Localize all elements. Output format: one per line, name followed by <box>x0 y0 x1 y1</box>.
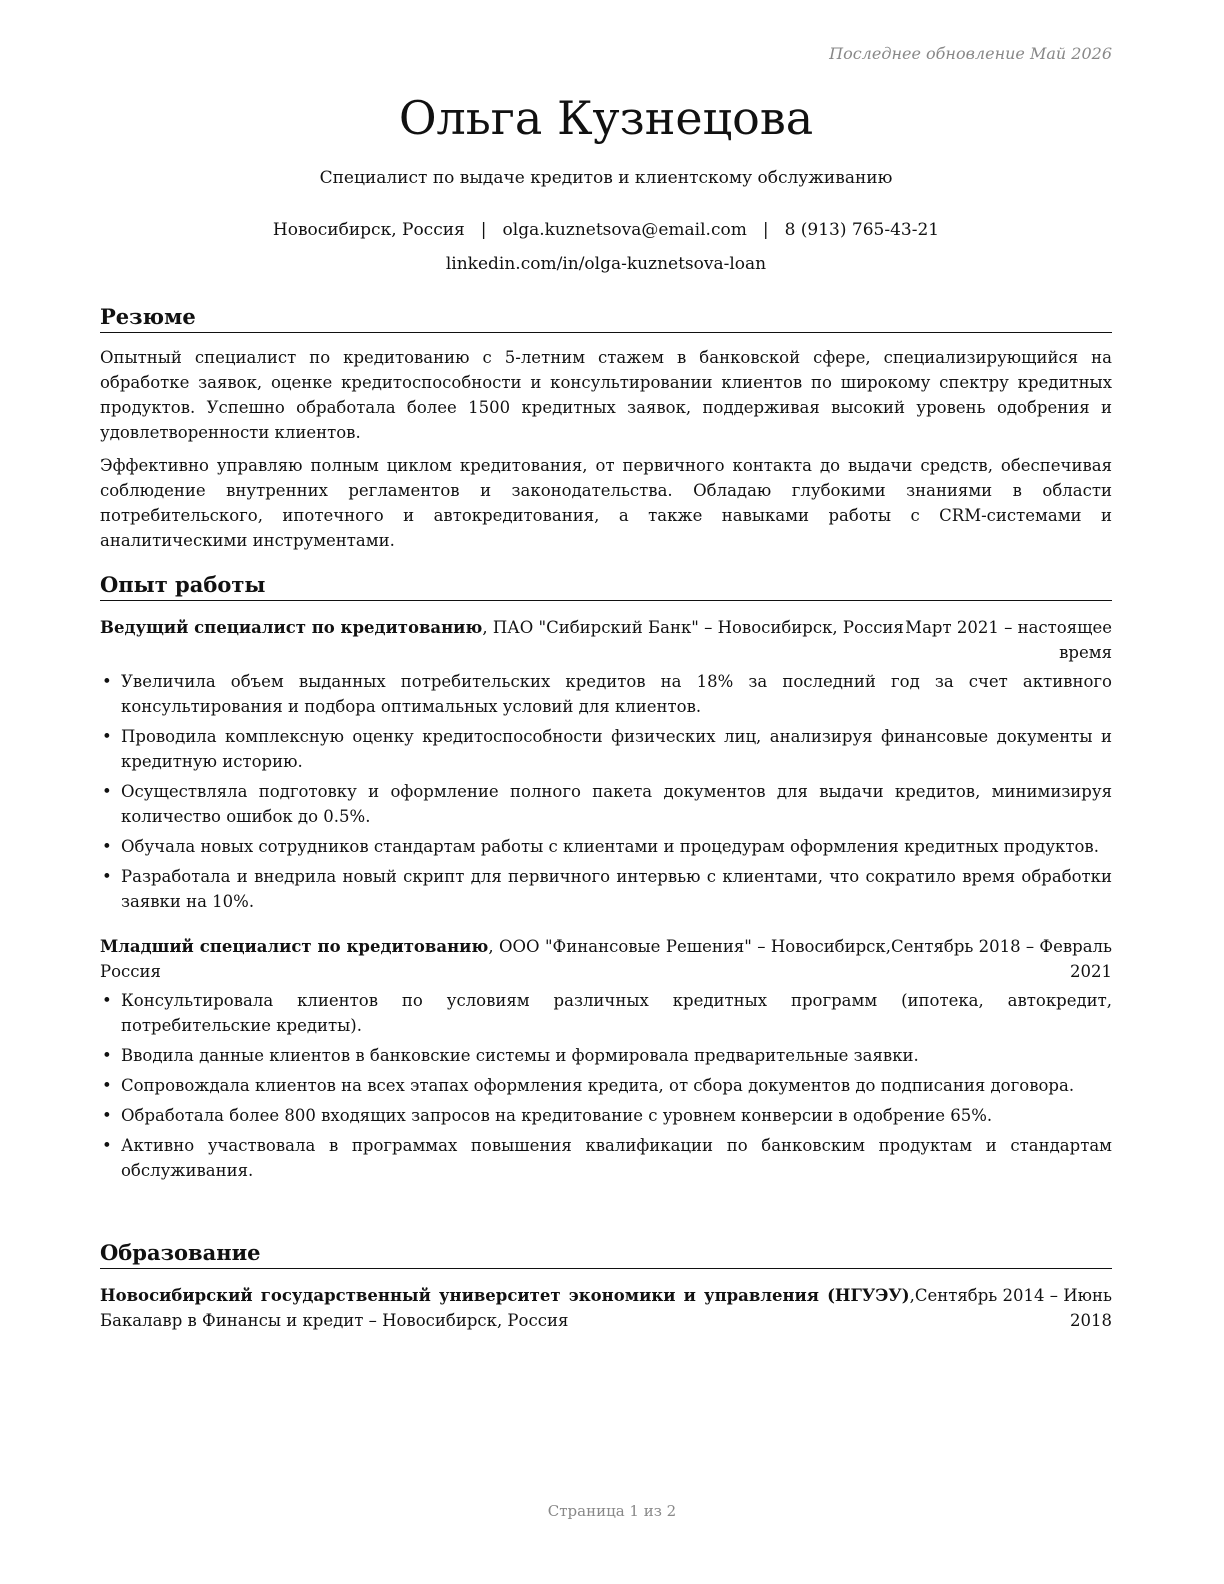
job-dates <box>891 934 1112 984</box>
contact-linkedin[interactable]: linkedin.com/in/olga-kuznetsova-loan <box>445 254 767 274</box>
job-dates-line: Март 2021 – настоящее <box>905 618 1112 637</box>
list-item <box>100 779 1112 829</box>
job-dates-line: 2021 <box>1070 962 1112 981</box>
bullet-icon: • <box>102 672 112 691</box>
bullet-icon: • <box>102 1106 112 1125</box>
last-updated: Последнее обновление Май 2026 <box>829 44 1112 63</box>
bullet-icon: • <box>102 867 112 886</box>
education-entry <box>100 1283 1112 1333</box>
list-item <box>100 988 1112 1038</box>
contact-phone[interactable]: 8 (913) 765-43-21 <box>784 220 940 240</box>
bullet-text: Проводила комплексную оценку кредитоспособности физических лиц, анализируя финансовые документы и кредитную историю. <box>121 727 1112 771</box>
job-entry <box>100 934 1112 1183</box>
list-item <box>100 1043 1112 1068</box>
section-title-education: Образование <box>100 1240 1112 1269</box>
education-dates-line: 2018 <box>1070 1311 1112 1330</box>
list-item <box>100 1073 1112 1098</box>
education-details: , Бакалавр в Финансы и кредит – Новосибирск, Россия <box>100 1286 915 1330</box>
job-role: Младший специалист по кредитованию <box>100 937 489 956</box>
education-dates-line: Сентябрь 2014 – Июнь <box>914 1286 1112 1305</box>
education-header <box>100 1283 1112 1333</box>
bullet-text: Вводила данные клиентов в банковские системы и формировала предварительные заявки. <box>121 1046 919 1065</box>
bullet-text: Активно участвовала в программах повышения квалификации по банковским продуктам и стандартам обслуживания. <box>121 1136 1112 1180</box>
bullet-text: Увеличила объем выданных потребительских кредитов на 18% за последний год за счет активного консультирования и подбора оптимальных условий для клиентов. <box>121 672 1112 716</box>
job-title-line <box>100 615 905 665</box>
job-details: , ООО "Финансовые Решения" – Новосибирск, Россия <box>100 937 891 981</box>
bullet-icon: • <box>102 1136 112 1155</box>
bullet-icon: • <box>102 1046 112 1065</box>
education-dates <box>915 1283 1112 1333</box>
section-title-summary: Резюме <box>100 304 1112 333</box>
candidate-headline: Специалист по выдаче кредитов и клиентскому обслуживанию <box>319 168 893 188</box>
list-item <box>100 1103 1112 1128</box>
job-role: Ведущий специалист по кредитованию <box>100 618 483 637</box>
job-details: , ПАО "Сибирский Банк" – Новосибирск, Россия <box>482 618 904 637</box>
contact-location: Новосибирск, Россия <box>272 220 465 240</box>
bullet-icon: • <box>102 782 112 801</box>
bullet-text: Сопровождала клиентов на всех этапах оформления кредита, от сбора документов до подписания договора. <box>121 1076 1075 1095</box>
section-title-experience: Опыт работы <box>100 572 1112 601</box>
job-bullets <box>100 669 1112 914</box>
education-school: Новосибирский государственный университет экономики и управления (НГУЭУ) <box>100 1286 910 1305</box>
bullet-text: Разработала и внедрила новый скрипт для первичного интервью с клиентами, что сократило время обработки заявки на 10%. <box>121 867 1112 911</box>
bullet-icon: • <box>102 991 112 1010</box>
bullet-text: Осуществляла подготовку и оформление полного пакета документов для выдачи кредитов, минимизируя количество ошибок до 0.5%. <box>121 782 1112 826</box>
list-item <box>100 724 1112 774</box>
bullet-text: Консультировала клиентов по условиям различных кредитных программ (ипотека, автокредит, потребительские кредиты). <box>121 991 1112 1035</box>
contact-email[interactable]: olga.kuznetsova@email.com <box>502 220 747 240</box>
contact-separator: | <box>480 220 487 240</box>
bullet-icon: • <box>102 837 112 856</box>
education-title-line <box>100 1283 915 1333</box>
job-header <box>100 934 1112 984</box>
summary-paragraph: Эффективно управляю полным циклом кредитования, от первичного контакта до выдачи средств, обеспечивая соблюдение внутренних регламентов и законодательства. Обладаю глубокими знаниями в области потребительского, ипотечного и автокредитования, а также навыками работы с CRM-системами и аналитическими инструментами. <box>100 456 1112 550</box>
list-item <box>100 669 1112 719</box>
list-item <box>100 864 1112 914</box>
list-item <box>100 834 1112 859</box>
candidate-name: Ольга Кузнецова <box>398 91 814 145</box>
bullet-icon: • <box>102 727 112 746</box>
job-title-line <box>100 934 891 984</box>
bullet-text: Обработала более 800 входящих запросов на кредитование с уровнем конверсии в одобрение 65%. <box>121 1106 993 1125</box>
job-header <box>100 615 1112 665</box>
job-dates-line: время <box>1059 643 1112 662</box>
job-entry <box>100 615 1112 914</box>
bullet-icon: • <box>102 1076 112 1095</box>
bullet-text: Обучала новых сотрудников стандартам работы с клиентами и процедурам оформления кредитных продуктов. <box>121 837 1099 856</box>
summary-section <box>100 304 1112 553</box>
experience-section <box>100 572 1112 1188</box>
contact-line <box>100 220 1112 240</box>
page-number: Страница 1 из 2 <box>547 1502 677 1520</box>
job-dates-line: Сентябрь 2018 – Февраль <box>891 937 1112 956</box>
education-section <box>100 1240 1112 1333</box>
contact-separator: | <box>762 220 769 240</box>
list-item <box>100 1133 1112 1183</box>
job-bullets <box>100 988 1112 1183</box>
job-dates <box>905 615 1112 665</box>
summary-paragraph: Опытный специалист по кредитованию с 5-летним стажем в банковской сфере, специализирующийся на обработке заявок, оценке кредитоспособности и консультировании клиентов по широкому спектру кредитных продуктов. Успешно обработала более 1500 кредитных заявок, поддерживая высокий уровень одобрения и удовлетворенности клиентов. <box>100 348 1112 442</box>
